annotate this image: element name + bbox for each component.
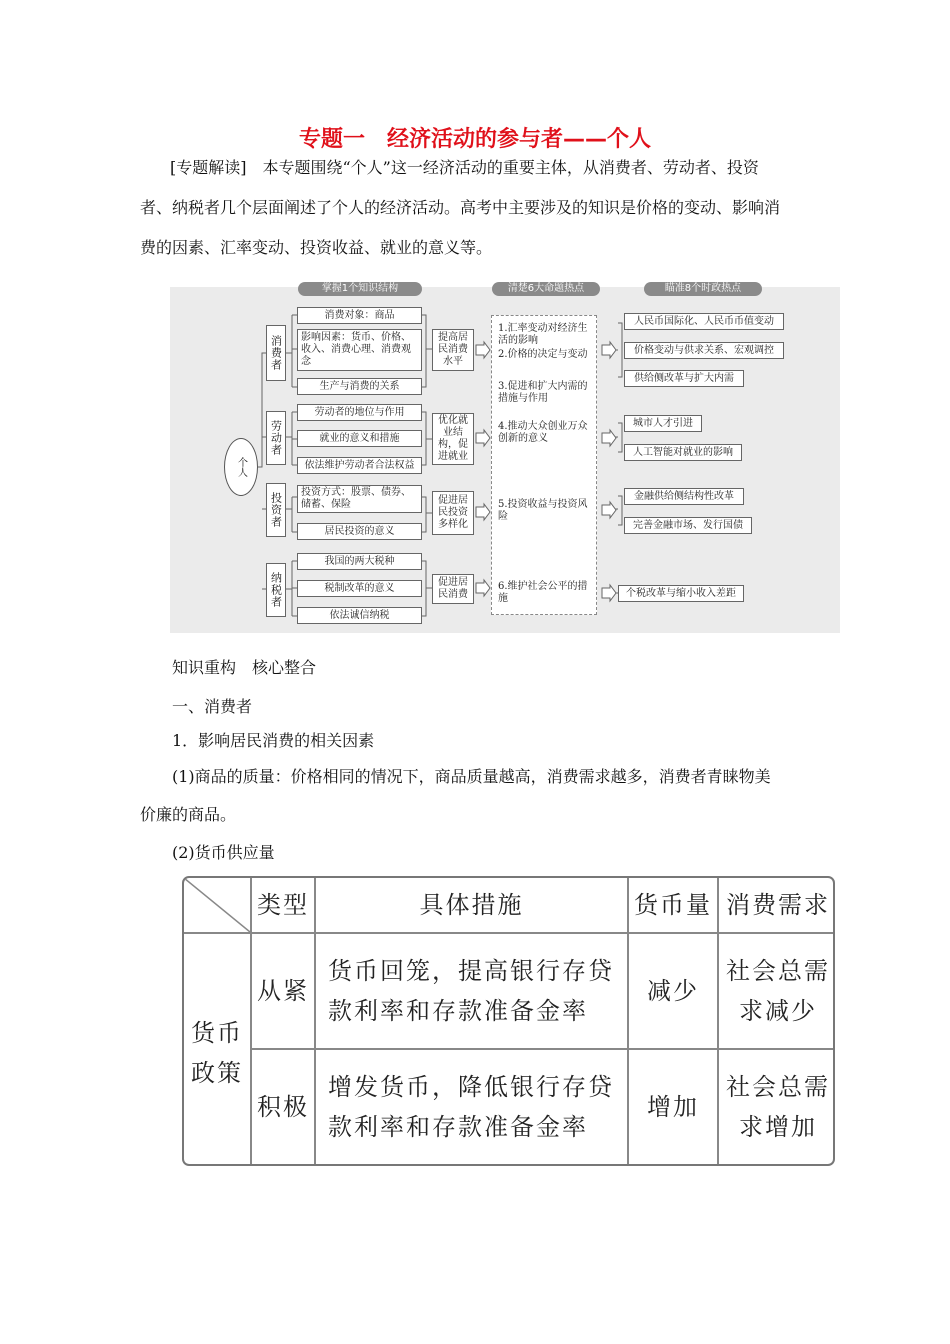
hotspot-item: 2.价格的决定与变动 [498, 349, 588, 360]
paragraph-line: (2)货币供应量 [172, 843, 275, 862]
diagram-header-hotspots: 清楚6大命题热点 [492, 282, 600, 296]
hotspot-item: 4.推动大众创业万众创新的意义 [498, 421, 588, 444]
current-item: 个税改革与缩小收入差距 [618, 585, 744, 602]
intro-line-2: 者、纳税者几个层面阐述了个人的经济活动。高考中主要涉及的知识是价格的变动、影响消 [140, 198, 781, 217]
labor-item: 依法维护劳动者合法权益 [297, 457, 422, 474]
part-heading: 一、消费者 [172, 697, 253, 716]
current-item: 价格变动与供求关系、宏观调控 [624, 342, 784, 359]
current-item: 人民币国际化、人民币币值变动 [624, 313, 784, 330]
role-taxpayer: 纳税者 [266, 563, 286, 617]
hotspot-item: 1.汇率变动对经济生活的影响 [498, 323, 588, 346]
measure-cell: 增发货币，降低银行存贷款利率和存款准备金率 [328, 1073, 614, 1141]
hotspot-item: 6.维护社会公平的措施 [498, 581, 588, 604]
investor-goal: 促进居民投资多样化 [432, 491, 474, 535]
section-heading: 知识重构 核心整合 [172, 658, 317, 677]
money-cell: 减少 [647, 977, 699, 1005]
demand-cell: 社会总需求减少 [726, 957, 830, 1025]
diagram-header-structure: 掌握1个知识结构 [298, 282, 422, 296]
measure-cell: 货币回笼，提高银行存贷款利率和存款准备金率 [328, 957, 614, 1025]
header-cell: 货币量 [634, 891, 712, 919]
header-cell: 具体措施 [419, 891, 524, 919]
header-cell: 消费需求 [726, 891, 830, 919]
current-item: 城市人才引进 [624, 415, 702, 432]
group-cell: 货币政策 [191, 1019, 243, 1087]
type-cell: 从紧 [257, 977, 309, 1005]
current-item: 完善金融市场、发行国债 [624, 517, 752, 534]
investor-item: 居民投资的意义 [297, 523, 422, 540]
tax-item: 我国的两大税种 [297, 553, 422, 570]
hotspot-item: 5.投资收益与投资风险 [498, 499, 588, 522]
diagram-center-node: 个人 [224, 438, 258, 496]
current-item: 供给侧改革与扩大内需 [624, 370, 744, 387]
type-cell: 积极 [257, 1093, 309, 1121]
role-consumer: 消费者 [266, 325, 286, 381]
intro-line-3: 费的因素、汇率变动、投资收益、就业的意义等。 [140, 238, 493, 257]
investor-item: 投资方式：股票、债券、储蓄、保险 [297, 485, 422, 513]
tax-goal: 促进居民消费 [432, 574, 474, 604]
tax-item: 依法诚信纳税 [297, 607, 422, 624]
current-item: 金融供给侧结构性改革 [624, 488, 744, 505]
consumer-goal: 提高居民消费水平 [432, 329, 474, 371]
hotspot-item: 3.促进和扩大内需的措施与作用 [498, 381, 588, 404]
consumer-item: 生产与消费的关系 [297, 378, 422, 395]
current-item: 人工智能对就业的影响 [624, 444, 742, 461]
item-heading: 1．影响居民消费的相关因素 [172, 731, 375, 750]
consumer-item: 消费对象：商品 [297, 307, 422, 324]
monetary-policy-table [182, 876, 835, 1166]
labor-item: 劳动者的地位与作用 [297, 404, 422, 421]
role-labor: 劳动者 [266, 411, 286, 465]
intro-paragraph [140, 148, 812, 268]
labor-goal: 优化就业结构，促进就业 [432, 413, 474, 465]
header-diagonal [184, 878, 250, 932]
intro-line-1: [专题解读] 本专题围绕“个人”这一经济活动的重要主体，从消费者、劳动者、投资 [170, 158, 759, 177]
knowledge-diagram [170, 283, 840, 633]
consumer-item: 影响因素：货币、价格、收入、消费心理、消费观念 [297, 329, 422, 371]
role-investor: 投资者 [266, 483, 286, 537]
paragraph-line: (1)商品的质量：价格相同的情况下，商品质量越高，消费需求越多，消费者青睐物美 [172, 767, 771, 786]
money-cell: 增加 [647, 1093, 699, 1121]
paragraph-line: 价廉的商品。 [140, 805, 237, 824]
page-title: 专题一 经济活动的参与者——个人 [298, 127, 651, 152]
diagram-header-current: 瞄准8个时政热点 [644, 282, 762, 296]
labor-item: 就业的意义和措施 [297, 430, 422, 447]
header-cell: 类型 [257, 891, 309, 919]
demand-cell: 社会总需求增加 [726, 1073, 830, 1141]
tax-item: 税制改革的意义 [297, 580, 422, 597]
